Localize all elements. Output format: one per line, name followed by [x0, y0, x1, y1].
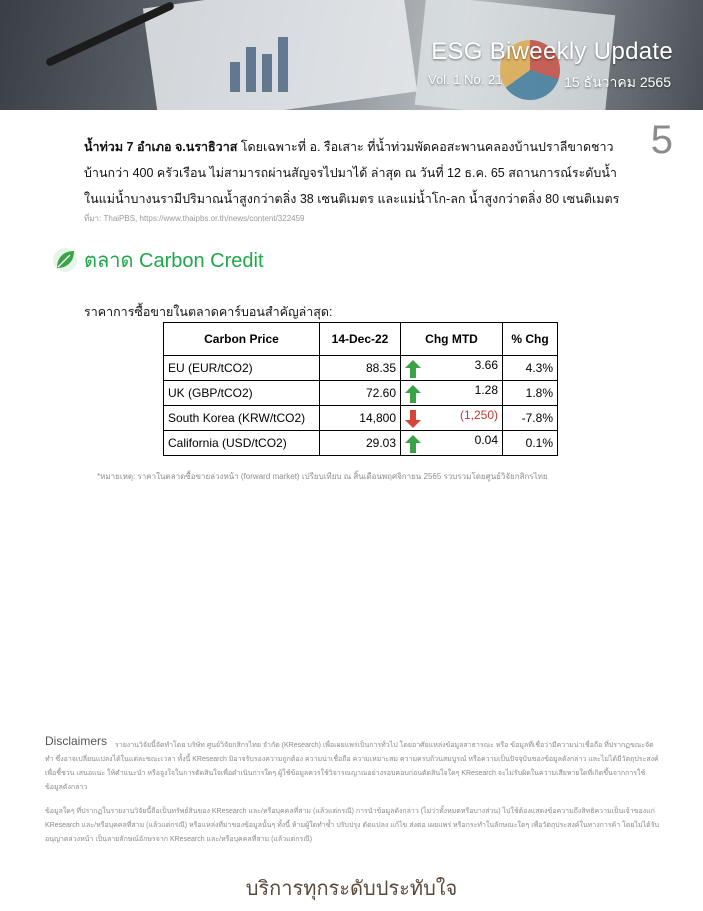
price-cell: 88.35 — [320, 356, 401, 381]
percent-change-cell: 4.3% — [503, 356, 558, 381]
change-value: (1,250) — [459, 408, 498, 422]
banner-bar-decoration — [246, 47, 256, 92]
percent-change-cell: -7.8% — [503, 406, 558, 431]
section-heading — [52, 244, 264, 276]
table-row — [164, 356, 558, 381]
change-value: 0.04 — [474, 433, 498, 447]
table-row — [164, 406, 558, 431]
column-header: Carbon Price — [164, 323, 320, 356]
column-header: 14-Dec-22 — [320, 323, 401, 356]
change-cell — [401, 356, 503, 381]
arrow-up-icon — [405, 360, 421, 378]
banner-bar-decoration — [262, 54, 272, 92]
arrow-up-icon — [405, 435, 421, 453]
issue-volume: Vol. 1 No. 21 — [428, 72, 503, 87]
article-lead: น้ำท่วม 7 อำเภอ จ.นราธิวาส — [84, 140, 238, 154]
change-cell — [401, 406, 503, 431]
section-title: ตลาด Carbon Credit — [84, 250, 264, 272]
percent-change-cell: 0.1% — [503, 431, 558, 456]
arrow-up-icon — [405, 385, 421, 403]
price-cell: 29.03 — [320, 431, 401, 456]
banner-bar-decoration — [230, 62, 240, 92]
article-paragraph — [84, 134, 624, 212]
market-cell: UK (GBP/tCO2) — [164, 381, 320, 406]
market-cell: South Korea (KRW/tCO2) — [164, 406, 320, 431]
change-value: 1.28 — [474, 383, 498, 397]
table-row — [164, 431, 558, 456]
issue-date: 15 ธันวาคม 2565 — [564, 74, 671, 90]
leaf-icon — [52, 247, 78, 273]
market-cell: California (USD/tCO2) — [164, 431, 320, 456]
change-cell — [401, 431, 503, 456]
change-cell — [401, 381, 503, 406]
report-title: ESG Biweekly Update — [431, 38, 673, 65]
article-body: โดยเฉพาะที่ อ. รือเสาะ ที่น้ำท่วมพัดคอสะพานคลองบ้านปราลีขาดชาวบ้านกว่า 400 ครัวเรือน ไม่สามารถผ่านสัญจรไปมาได้ ล่าสุด ณ วันที่ 12 ธ.ค. 65 สถานการณ์ระดับน้ำในแม่น้ำบางนรามีปริมาณน้ำสูงกว่าตลิ่ง 38 เซนติเมตร และแม่น้ำโก-ลก น้ำสูงกว่าตลิ่ง 80 เซนติเมตร — [84, 140, 620, 206]
footer-slogan: บริการทุกระดับประทับใจ — [245, 878, 458, 900]
page-number: 5 — [650, 118, 673, 162]
percent-change-cell: 1.8% — [503, 381, 558, 406]
column-header: % Chg — [503, 323, 558, 356]
header-banner — [0, 0, 703, 110]
price-cell: 14,800 — [320, 406, 401, 431]
table-note: *หมายเหตุ: ราคาในตลาดซื้อขายล่วงหน้า (forward market) เปรียบเทียบ ณ สิ้นเดือนพฤศจิกายน 2565 รวบรวมโดยศูนย์วิจัยกสิกรไทย — [97, 472, 548, 481]
disclaimer-paragraph: ข้อมูลใดๆ ที่ปรากฏในรายงานวิจัยนี้ถือเป็นทรัพย์สินของ KResearch และ/หรือบุคคลที่สาม (แล้วแต่กรณี) การนำข้อมูลดังกล่าว (ไม่ว่าทั้งหมดหรือบางส่วน) ไปใช้ต้องแสดงข้อความถึงสิทธิความเป็นเจ้าของแก่ KResearch และ/หรือบุคคลที่สาม (แล้วแต่กรณี) หรือแหล่งที่มาของข้อมูลนั้นๆ ทั้งนี้ ห้ามผู้ใดทำซ้ำ ปรับปรุง ดัดแปลง แก้ไข ส่งต่อ เผยแพร่ หรือกระทำในลักษณะใดๆ เพื่อวัตถุประสงค์ในทางการค้า โดยไม่ได้รับอนุญาตล่วงหน้า เป็นลายลักษณ์อักษรจาก KResearch และ/หรือบุคคลที่สาม (แล้วแต่กรณี) — [45, 808, 659, 843]
disclaimer-heading: Disclaimers — [45, 734, 108, 748]
market-cell: EU (EUR/tCO2) — [164, 356, 320, 381]
arrow-down-icon — [405, 410, 421, 428]
change-value: 3.66 — [474, 358, 498, 372]
table-row — [164, 381, 558, 406]
disclaimer-paragraph: รายงานวิจัยนี้จัดทำโดย บริษัท ศูนย์วิจัยกสิกรไทย จำกัด (KResearch) เพื่อเผยแพร่เป็นการทั่วไป โดยอาศัยแหล่งข้อมูลสาธารณะ หรือ ข้อมูลที่เชื่อว่ามีความน่าเชื่อถือ ที่ปรากฏขณะจัดทำ ซึ่งอาจเปลี่ยนแปลงได้ในแต่ละขณะเวลา ทั้งนี้ KResearch มิอาจรับรองความถูกต้อง ความน่าเชื่อถือ ความเหมาะสม ความครบถ้วนสมบูรณ์ หรือความเป็นปัจจุบันของข้อมูลดังกล่าว และไม่ได้มีวัตถุประสงค์เพื่อชี้ชวน เสนอแนะ ให้คำแนะนำ หรือจูงใจในการตัดสินใจเพื่อดำเนินการใดๆ ผู้ใช้ข้อมูลควรใช้วิจารณญาณอย่างรอบคอบก่อนตัดสินใจใดๆ KResearch จะไม่รับผิดในความเสียหายใดที่เกิดขึ้นจากการใช้ข้อมูลดังกล่าว — [45, 742, 659, 791]
article-source: ที่มา: ThaiPBS, https://www.thaipbs.or.th/news/content/322459 — [84, 214, 305, 223]
carbon-price-table — [163, 322, 558, 456]
table-header-row — [164, 323, 558, 356]
banner-bar-decoration — [278, 37, 288, 92]
price-cell: 72.60 — [320, 381, 401, 406]
section-intro: ราคาการซื้อขายในตลาดคาร์บอนสำคัญล่าสุด: — [84, 305, 333, 319]
column-header: Chg MTD — [401, 323, 503, 356]
